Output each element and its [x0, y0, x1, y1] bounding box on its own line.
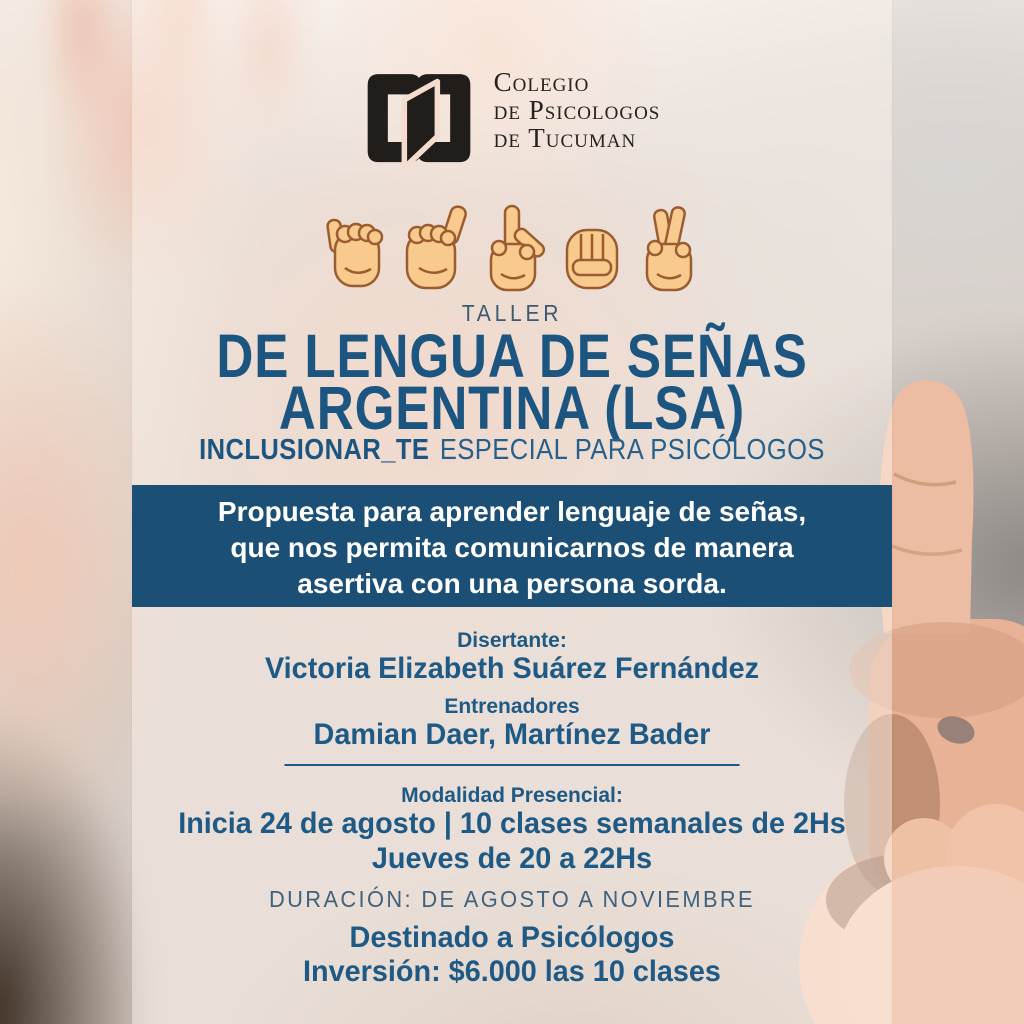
fist-thumb-left-hand-icon: [321, 202, 391, 297]
college-logo: [132, 68, 892, 168]
fist-thumb-up-hand-icon: [397, 202, 471, 297]
crossed-fingers-hand-icon: [633, 202, 703, 297]
workshop-subtitle: [178, 434, 847, 467]
letter-l-hand-icon: [477, 202, 551, 297]
workshop-title: [193, 322, 831, 442]
modality-label: Modalidad Presencial:: [401, 784, 623, 807]
speaker-label: Disertante:: [457, 629, 567, 652]
sign-language-hands: [132, 202, 892, 297]
logo-line-3: de Tucuman: [493, 123, 637, 153]
banner-line-2: que nos permita comunicarnos de manera: [230, 532, 794, 563]
subtitle-audience: ESPECIAL PARA PSICÓLOGOS: [439, 434, 825, 466]
subtitle-brand: INCLUSIONAR_TE: [199, 434, 430, 466]
open-book-brackets-logo-icon: [364, 72, 474, 168]
logo-line-1: Colegio: [493, 67, 590, 97]
logo-line-2: de Psicologos: [493, 95, 661, 125]
title-line-1: DE LENGUA DE SEÑAS: [216, 322, 808, 390]
banner-line-3: asertiva con una persona sorda.: [297, 568, 727, 599]
kicker-taller: TALLER: [461, 300, 563, 326]
trainers-names: Damian Daer, Martínez Bader: [313, 718, 711, 751]
description-banner: [132, 485, 892, 607]
college-logo-text: [494, 68, 661, 152]
section-divider-line: [285, 764, 740, 766]
closed-fist-hand-icon: [557, 202, 627, 297]
speaker-name: Victoria Elizabeth Suárez Fernández: [264, 652, 760, 685]
trainers-label: Entrenadores: [444, 695, 580, 718]
flyer-content: [132, 0, 892, 1024]
duration-text: DURACIÓN: DE AGOSTO A NOVIEMBRE: [268, 886, 756, 912]
banner-line-1: Propuesta para aprender lenguaje de señas,: [217, 496, 807, 527]
schedule-day-line: Jueves de 20 a 22Hs: [371, 842, 653, 875]
schedule-start-line: Inicia 24 de agosto | 10 clases semanales de 2Hs: [178, 807, 846, 840]
audience-text: Destinado a Psicólogos: [349, 921, 675, 954]
price-text: Inversión: $6.000 las 10 clases: [303, 955, 721, 988]
title-line-2: ARGENTINA (LSA): [278, 374, 746, 442]
